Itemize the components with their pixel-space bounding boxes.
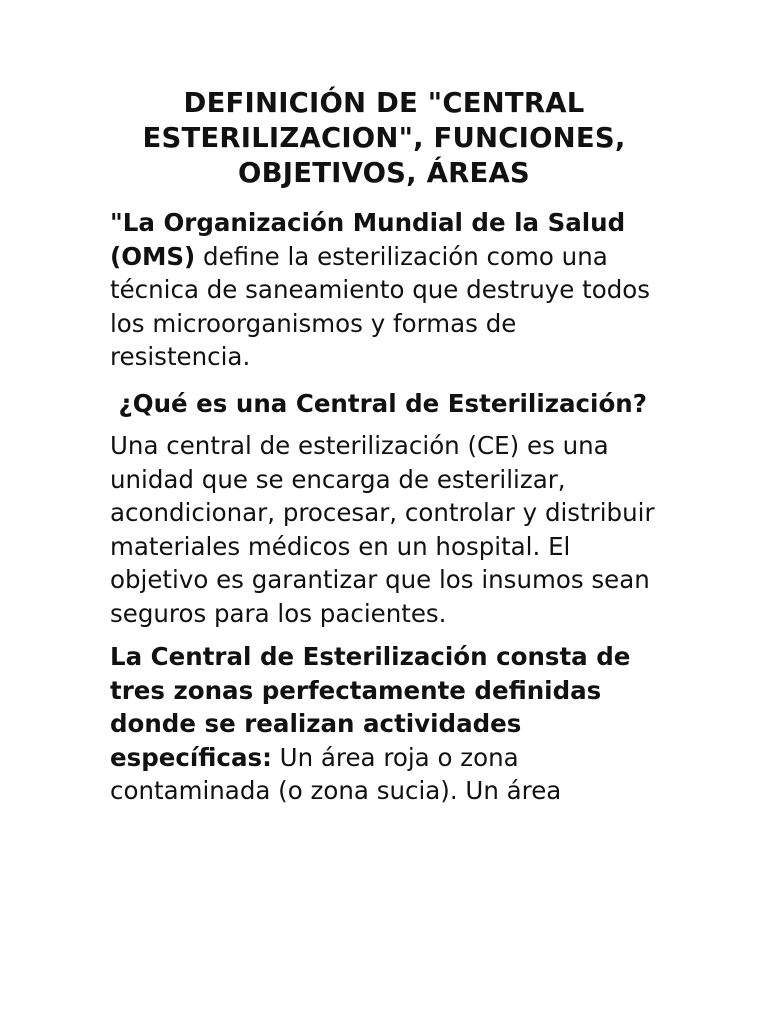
paragraph-ce-description: Una central de esterilización (CE) es una unidad que se encarga de esterilizar, acondicionar, procesar, controlar y distribuir materiales médicos en un hospital. El objetivo es garantizar que los insumos sean seguros para los pacientes. [110,431,655,628]
paragraph-zones [110,640,658,808]
section-heading-que-es: ¿Qué es una Central de Esterilización? [110,388,647,418]
document-title: DEFINICIÓN DE "CENTRAL ESTERILIZACION", FUNCIONES, OBJETIVOS, ÁREAS [142,87,626,189]
paragraph-oms-text: define la esterilización como una técnica de saneamiento que destruye todos los microorganismos y formas de resistencia. [110,241,651,371]
paragraph-zones-text: Un área roja o zona contaminada (o zona sucia). Un área [110,742,562,805]
paragraph-zones-bold-lead: La Central de Esterilización consta de tres zonas perfectamente definidas donde se realizan actividades específicas: [110,642,631,772]
paragraph-oms-definition [110,206,658,374]
paragraph-oms-bold-lead: "La Organización Mundial de la Salud (OMS) [110,208,626,271]
